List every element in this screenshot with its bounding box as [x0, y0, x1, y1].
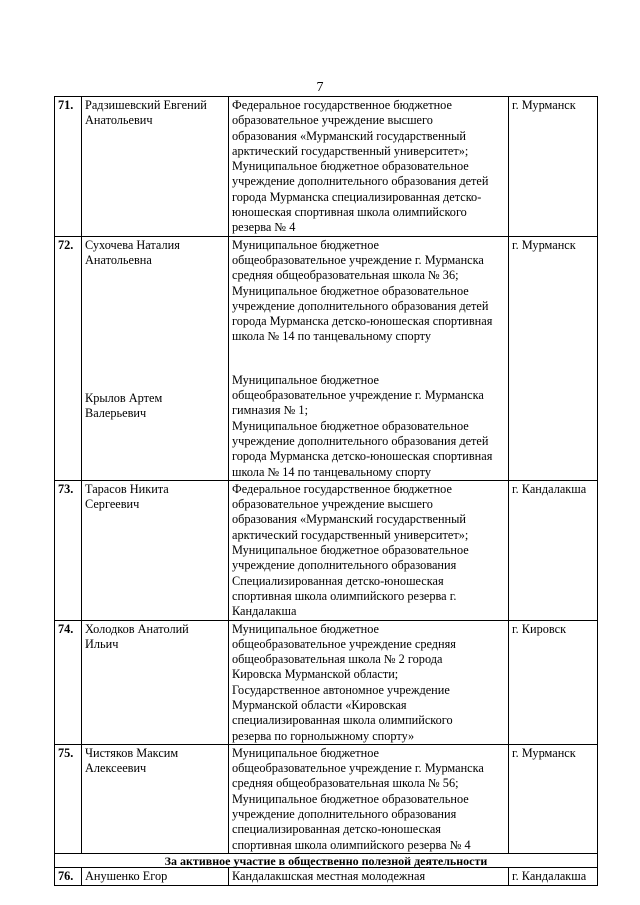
organization-line: Кандалакша	[232, 604, 297, 619]
organization-line: Мурманской области «Кировская	[232, 697, 407, 712]
person-name: Сухочева Наталия	[85, 237, 180, 252]
person-name-cell	[82, 236, 229, 480]
organization-line: общеобразовательное учреждение г. Мурманска	[232, 252, 484, 267]
organization-line: Муниципальное бюджетное образовательное	[232, 418, 469, 433]
organization-line: спортивная школа олимпийского резерва г.	[232, 588, 457, 603]
organization-line: Муниципальное бюджетное образовательное	[232, 543, 469, 558]
organization-line: специализированная детско-юношеская	[232, 822, 441, 837]
organization-line: города Мурманска специализированная детско-	[232, 189, 482, 204]
table-row	[55, 97, 598, 237]
organization-line: резерва № 4	[232, 220, 296, 235]
organization-line: учреждение дополнительного образования	[232, 807, 457, 822]
row-number: 76.	[55, 867, 82, 885]
organization-line: арктический государственный университет»;	[232, 143, 469, 158]
page-number: 7	[316, 80, 324, 95]
table-row	[55, 744, 598, 853]
person-name: Ильич	[85, 636, 119, 651]
organization-line: учреждение дополнительного образования	[232, 558, 457, 573]
person-name-cell	[82, 97, 229, 237]
organization-line: средняя общеобразовательная школа № 56;	[232, 776, 459, 791]
organization-line: Специализированная детско-юношеская	[232, 573, 444, 588]
organization-line: Муниципальное бюджетное образовательное	[232, 791, 469, 806]
row-number: 72.	[55, 236, 82, 480]
organization-line: Муниципальное бюджетное	[232, 621, 379, 636]
person-name-cell	[82, 480, 229, 620]
city-cell: г. Кандалакша	[509, 480, 598, 620]
organization-line: Муниципальное бюджетное	[232, 745, 379, 760]
organization-line: образовательное учреждение высшего	[232, 113, 433, 128]
person-name-cell	[82, 744, 229, 853]
organization-cell	[229, 867, 509, 885]
table-row	[55, 867, 598, 885]
organization-line: образовательное учреждение высшего	[232, 497, 433, 512]
table-row	[55, 620, 598, 744]
organization-line: резерва по горнолыжному спорту»	[232, 728, 415, 743]
city-cell: г. Кандалакша	[509, 867, 598, 885]
organization-line: специализированная школа олимпийского	[232, 713, 453, 728]
organization-line: общеобразовательное учреждение г. Мурманска	[232, 761, 484, 776]
city-cell: г. Мурманск	[509, 97, 598, 237]
city-cell: г. Мурманск	[509, 236, 598, 480]
organization-line: арктический государственный университет»;	[232, 527, 469, 542]
section-row	[55, 853, 598, 867]
organization-line: общеобразовательное учреждение г. Мурманска	[232, 388, 484, 403]
person-name: Тарасов Никита	[85, 481, 169, 496]
person-name-cell	[82, 867, 229, 885]
person-name: Сергеевич	[85, 497, 140, 512]
organization-line: образования «Мурманский государственный	[232, 512, 466, 527]
organization-line: Муниципальное бюджетное	[232, 237, 379, 252]
organization-line: средняя общеобразовательная школа № 36;	[232, 268, 459, 283]
organization-line: Кандалакшская местная молодежная	[232, 868, 426, 883]
table-row	[55, 480, 598, 620]
organization-line: Федеральное государственное бюджетное	[232, 481, 452, 496]
organization-line: общеобразовательное учреждение средняя	[232, 636, 456, 651]
row-number: 71.	[55, 97, 82, 237]
organization-line: учреждение дополнительного образования детей	[232, 298, 489, 313]
organization-line: юношеская спортивная школа олимпийского	[232, 205, 467, 220]
person-name: Анушенко Егор	[85, 868, 168, 883]
organization-line: Муниципальное бюджетное образовательное	[232, 159, 469, 174]
organization-line: спортивная школа олимпийского резерва № 4	[232, 837, 471, 852]
organization-line: школа № 14 по танцевальному спорту	[232, 464, 432, 479]
person-name: Чистяков Максим	[85, 745, 179, 760]
organization-cell	[229, 236, 509, 480]
organization-cell	[229, 744, 509, 853]
person-name: Анатольевич	[85, 113, 153, 128]
organization-line: города Мурманска детско-юношеская спортивная	[232, 314, 493, 329]
person-name: Алексеевич	[85, 761, 147, 776]
organization-line: Федеральное государственное бюджетное	[232, 98, 452, 112]
organization-cell	[229, 480, 509, 620]
person-name: Валерьевич	[85, 405, 147, 420]
organization-line: гимназия № 1;	[232, 403, 308, 418]
awards-table	[54, 96, 598, 886]
organization-line: Государственное автономное учреждение	[232, 682, 450, 697]
table-row	[55, 236, 598, 480]
organization-line: учреждение дополнительного образования детей	[232, 174, 489, 189]
person-name: Холодков Анатолий	[85, 621, 189, 636]
city-cell: г. Мурманск	[509, 744, 598, 853]
organization-line: города Мурманска детско-юношеская спортивная	[232, 449, 493, 464]
organization-line: Муниципальное бюджетное	[232, 372, 379, 387]
organization-line: Кировска Мурманской области;	[232, 667, 399, 682]
organization-line: Муниципальное бюджетное образовательное	[232, 283, 469, 298]
organization-line: общеобразовательная школа № 2 города	[232, 652, 443, 667]
section-title: За активное участие в общественно полезной деятельности	[55, 853, 598, 867]
person-name: Анатольевна	[85, 252, 152, 267]
organization-line: образования «Мурманский государственный	[232, 128, 466, 143]
organization-line: учреждение дополнительного образования детей	[232, 433, 489, 448]
person-name-cell	[82, 620, 229, 744]
person-name: Радзишевский Евгений	[85, 98, 207, 112]
city-cell: г. Кировск	[509, 620, 598, 744]
organization-cell	[229, 97, 509, 237]
row-number: 73.	[55, 480, 82, 620]
row-number: 74.	[55, 620, 82, 744]
person-name: Крылов Артем	[85, 390, 163, 405]
row-number: 75.	[55, 744, 82, 853]
organization-line: школа № 14 по танцевальному спорту	[232, 329, 432, 344]
organization-cell	[229, 620, 509, 744]
